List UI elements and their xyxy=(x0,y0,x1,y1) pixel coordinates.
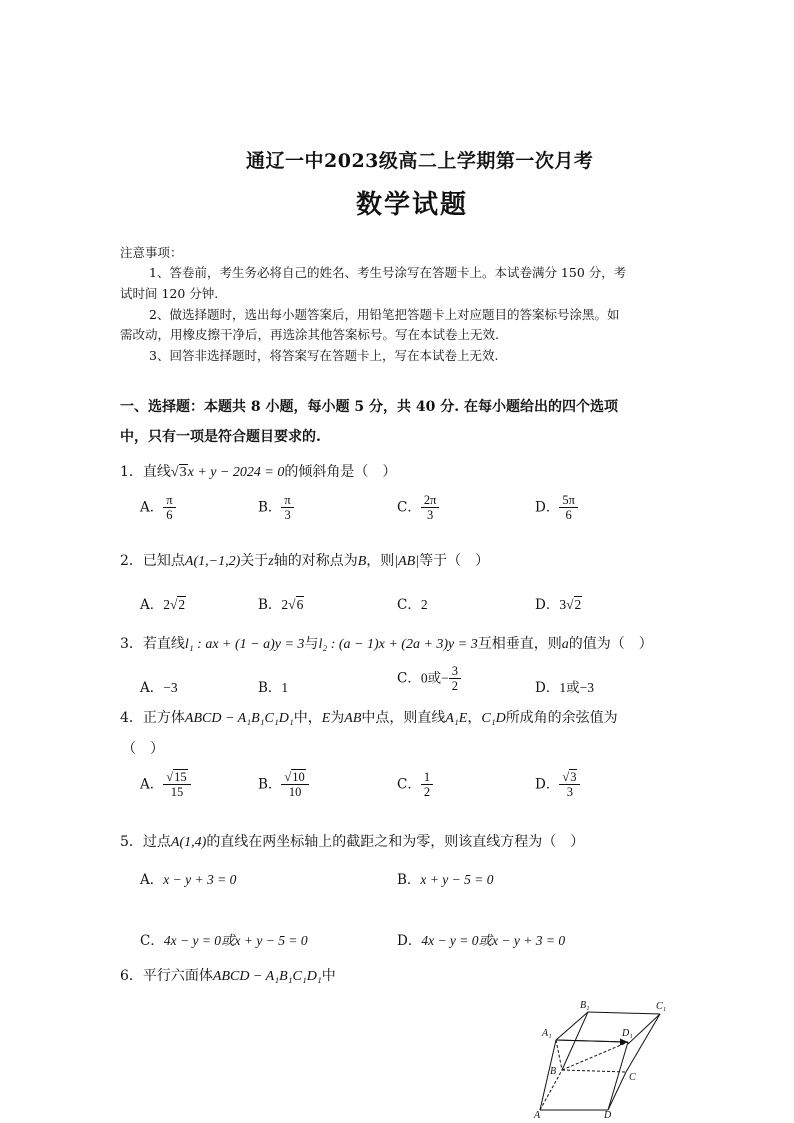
label-d1: D₁ xyxy=(622,1028,633,1039)
note-1-line-2: 试时间 120 分钟. xyxy=(120,286,219,301)
q1-option-c[interactable]: C． $\frac{2\pi}{3}$ xyxy=(397,493,439,523)
q3-option-a[interactable]: A．−3 xyxy=(140,680,178,696)
q5-option-a[interactable]: A．x − y + 3 = 0 xyxy=(140,872,237,888)
q2-option-a[interactable]: A．2√2 xyxy=(140,597,186,613)
question-4-cont: （ ） xyxy=(122,741,164,757)
exam-subject: 数学试题 xyxy=(356,190,469,220)
question-2: 2．已知点A(1,−1,2)关于z轴的对称点为B，则|AB|等于（ ） xyxy=(120,553,490,569)
q1-option-b[interactable]: B． $\frac{\pi}{3}$ xyxy=(258,493,294,523)
question-number: 1． xyxy=(120,464,143,480)
q2-option-c[interactable]: C．2 xyxy=(397,597,428,613)
parallelepiped-figure xyxy=(530,996,680,1118)
question-1: 1．直线√3x + y − 2024 = 0的倾斜角是（ ） xyxy=(120,464,397,480)
q5-option-c[interactable]: C．4x − y = 0或x + y − 5 = 0 xyxy=(140,933,308,949)
q2-option-d[interactable]: D．3√2 xyxy=(535,597,582,613)
q5-option-b[interactable]: B．x + y − 5 = 0 xyxy=(397,872,494,888)
diagonal-b-d1-hidden xyxy=(562,1042,628,1070)
q1-option-d[interactable]: D． $\frac{5\pi}{6}$ xyxy=(535,493,578,523)
vector-a1-d1 xyxy=(556,1040,624,1042)
edge-d-d1 xyxy=(608,1042,628,1110)
q4-option-a[interactable]: A． $\frac{√15}{15}$ xyxy=(140,770,191,800)
note-2-line-2: 需改动，用橡皮擦干净后，再选涂其他答案标号。写在本试卷上无效. xyxy=(120,327,499,342)
note-2-line-1: 2、做选择题时，选出每小题答案后，用铅笔把答题卡上对应题目的答案标号涂黑。如 xyxy=(149,307,620,322)
note-3: 3、回答非选择题时，将答案写在答题卡上，写在本试卷上无效. xyxy=(149,348,499,363)
equation: √3 xyxy=(170,465,187,480)
edge-a1-b1 xyxy=(556,1012,588,1040)
label-c1: C₁ xyxy=(656,1001,667,1012)
notes-heading: 注意事项： xyxy=(120,245,183,260)
q5-option-d[interactable]: D．4x − y = 0或x − y + 3 = 0 xyxy=(397,933,566,949)
edge-b1-c1 xyxy=(588,1012,660,1014)
edge-c1-d1 xyxy=(628,1014,660,1044)
label-b: B xyxy=(550,1066,557,1077)
q4-option-b[interactable]: B． $\frac{√10}{10}$ xyxy=(258,770,309,800)
edge-b-c-hidden xyxy=(562,1070,626,1072)
q2-option-b[interactable]: B．2√6 xyxy=(258,597,304,613)
question-3: 3．若直线l₁ : ax + (1 − a)y = 3与l₂ : (a − 1)x + (2a + 3)y = 3互相垂直，则a的值为（ ） xyxy=(120,636,653,652)
question-5: 5．过点A(1,4)的直线在两坐标轴上的截距之和为零，则该直线方程为（ ） xyxy=(120,834,585,850)
section-heading-line-2: 中，只有一项是符合题目要求的. xyxy=(120,429,321,445)
note-1-line-1: 1、答卷前，考生务必将自己的姓名、考生号涂写在答题卡上。本试卷满分 150 分，考 xyxy=(149,265,627,280)
q1-option-a[interactable]: A． $\frac{\pi}{6}$ xyxy=(140,493,176,523)
label-a1: A₁ xyxy=(542,1028,552,1039)
label-c: C xyxy=(629,1072,636,1083)
label-d: D xyxy=(604,1110,612,1118)
label-b1: B₁ xyxy=(580,1000,590,1011)
q4-option-d[interactable]: D． $\frac{√3}{3}$ xyxy=(535,770,580,800)
question-6: 6．平行六面体ABCD − A₁B₁C₁D₁中 xyxy=(120,968,336,984)
question-4: 4．正方体ABCD − A₁B₁C₁D₁中，E为AB中点，则直线A₁E，C₁D所成角的余弦值为 xyxy=(120,710,618,726)
section-heading-line-1: 一、选择题：本题共 8 小题，每小题 5 分，共 40 分. 在每小题给出的四个选项 xyxy=(120,399,618,415)
q3-option-d[interactable]: D．1或−3 xyxy=(535,680,594,696)
edge-a1-b-hidden xyxy=(556,1040,562,1070)
label-a: A xyxy=(534,1110,541,1118)
q3-option-c[interactable]: C．0或− $\frac{3}{2}$ xyxy=(397,664,461,694)
exam-title: 通辽一中2023级高二上学期第一次月考 xyxy=(246,150,594,172)
edge-c-c1 xyxy=(626,1014,660,1072)
q4-option-c[interactable]: C． $\frac{1}{2}$ xyxy=(397,770,433,800)
q3-option-b[interactable]: B．1 xyxy=(258,680,289,696)
